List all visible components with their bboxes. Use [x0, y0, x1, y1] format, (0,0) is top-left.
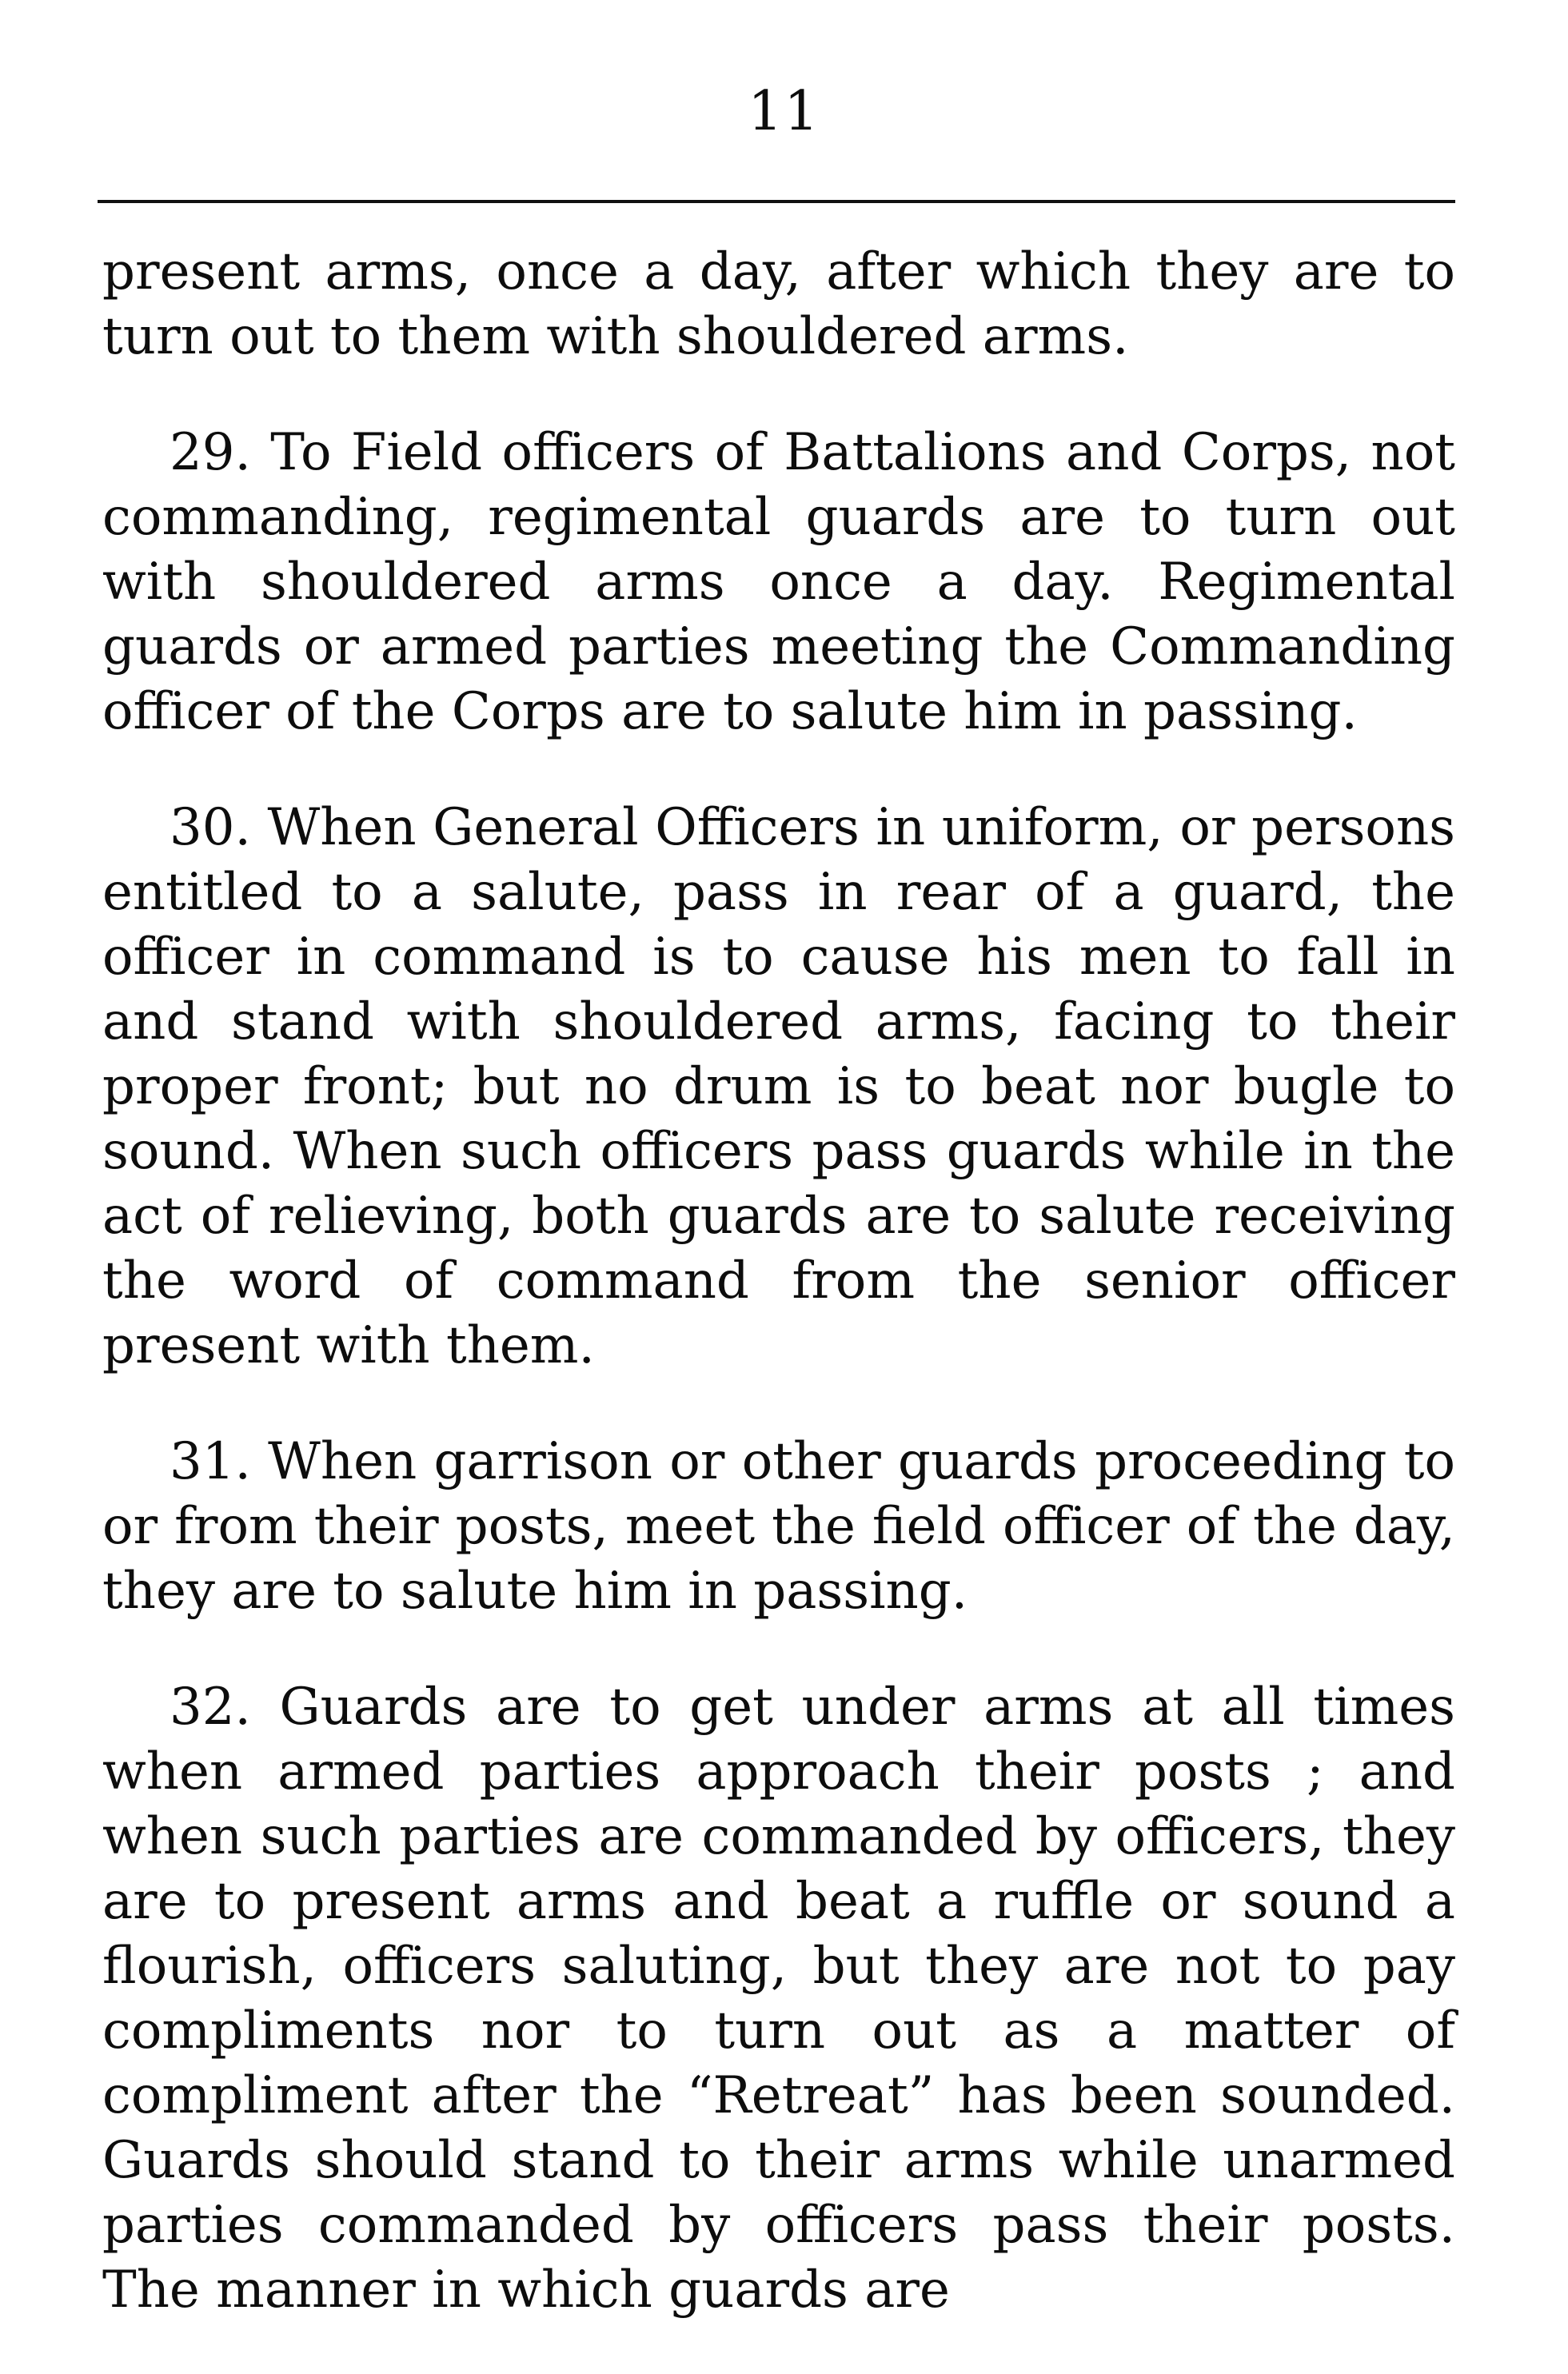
body-text: [102, 240, 1455, 2374]
header-rule: [98, 200, 1455, 203]
paragraph-31: 31. When garrison or other guards proceeding to or from their posts, meet the field officer of the day, they are to salute him in passing.: [102, 1432, 1455, 1621]
paragraph-32: 32. Guards are to get under arms at all times when armed parties approach their posts ; and when such parties are commanded by officers, they are to present arms and beat a ruffle or sound a flourish, officers saluting, but they are not to pay compliments nor to turn out as a matter of compliment after the “Retreat” has been sounded. Guards should stand to their arms while unarmed parties commanded by officers pass their posts. The manner in which guards are: [102, 1678, 1455, 2320]
paragraph-continuation: present arms, once a day, after which they are to turn out to them with shouldered arms.: [102, 242, 1455, 366]
paragraph-29: 29. To Field officers of Battalions and Corps, not commanding, regimental guards are to turn out with shouldered arms once a day. Regimental guards or armed parties meeting the Commanding officer of the Corps are to salute him in passing.: [102, 423, 1455, 741]
paragraph-30: 30. When General Officers in uniform, or persons entitled to a salute, pass in rear of a guard, the officer in command is to cause his men to fall in and stand with shouldered arms, facing to their proper front; but no drum is to beat nor bugle to sound. When such officers pass guards while in the act of relieving, both guards are to salute receiving the word of command from the senior officer present with them.: [102, 798, 1455, 1375]
page-number: 11: [748, 80, 820, 143]
